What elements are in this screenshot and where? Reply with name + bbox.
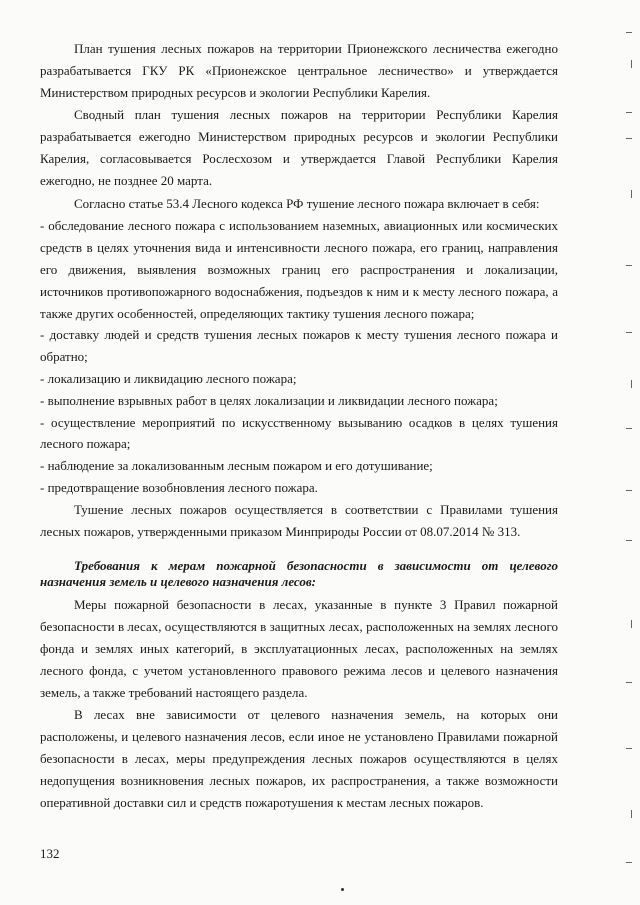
paragraph-firefighting-rules: Тушение лесных пожаров осуществляется в соответствии с Правилами тушения лесных пожаров, утвержденными приказом Минприроды России от 08.07.2014 № 313.	[40, 501, 558, 539]
paragraph-article-intro: Согласно статье 53.4 Лесного кодекса РФ тушение лесного пожара включает в себя:	[74, 195, 540, 211]
list-item: - обследование лесного пожара с использованием наземных, авиационных или космических средств в целях уточнения вида и интенсивности лесного пожара, его границ, направления его движения, выявления возможных границ его распространения и локализации, источников противопожарного водоснабжения, подъездов к ним и к месту лесного пожара, а также других особенностей, определяющих тактику тушения лесного пожара;	[40, 218, 558, 321]
firefighting-list	[40, 215, 558, 498]
list-item: - осуществление мероприятий по искусственному вызыванию осадков в целях тушения лесного пожара;	[40, 414, 558, 452]
list-item: - наблюдение за локализованным лесным пожаром и его дотушивание;	[40, 458, 433, 474]
paragraph-plan: План тушения лесных пожаров на территории Прионежского лесничества ежегодно разрабатывается ГКУ РК «Прионежское центральное лесничество» и утверждается Министерством природных ресурсов и экологии Республики Карелия.	[40, 41, 558, 100]
list-item: - выполнение взрывных работ в целях локализации и ликвидации лесного пожара;	[40, 392, 498, 408]
paragraph-safety-measures: Меры пожарной безопасности в лесах, указанные в пункте 3 Правил пожарной безопасности в лесах, осуществляются в защитных лесах, расположенных на землях лесного фонда и землях иных категорий, в эксплуатационных лесах, расположенных на землях лесного фонда, с учетом установленного правового режима лесов и целевого назначения земель, а также требований настоящего раздела.	[40, 597, 558, 700]
list-item: - локализацию и ликвидацию лесного пожара;	[40, 370, 297, 386]
list-item: - доставку людей и средств тушения лесных пожаров к месту тушения лесного пожара и обратно;	[40, 327, 558, 365]
paragraph-summary-plan: Сводный план тушения лесных пожаров на территории Республики Карелия разрабатывается ежегодно Министерством природных ресурсов и экологии Республики Карелия, согласовывается Рослесхозом и утверждается Главой Республики Карелия ежегодно, не позднее 20 марта.	[40, 107, 558, 188]
scan-margin-marks	[618, 20, 632, 890]
list-item: - предотвращение возобновления лесного пожара.	[40, 479, 318, 495]
paragraph-prevention: В лесах вне зависимости от целевого назначения земель, на которых они расположены, и целевого назначения лесов, если иное не установлено Правилами пожарной безопасности в лесах, меры предупреждения лесных пожаров осуществляются в целях недопущения возникновения лесных пожаров, их распространения, а также возможности оперативной доставки сил и средств пожаротушения к местам лесных пожаров.	[40, 707, 558, 810]
section-heading: Требования к мерам пожарной безопасности в зависимости от целевого назначения земель и целевого назначения лесов:	[40, 558, 558, 590]
document-body	[40, 38, 558, 814]
scan-dot	[341, 888, 344, 891]
page-number: 132	[40, 846, 60, 861]
